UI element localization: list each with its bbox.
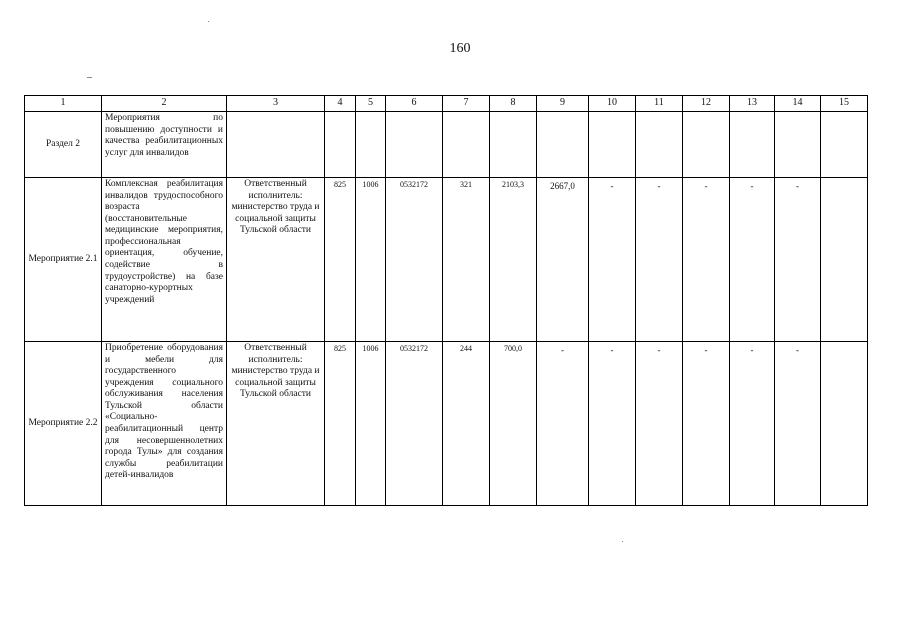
data-cell: 244 [443,342,490,506]
table-row [25,178,868,342]
column-header: 4 [325,96,356,112]
data-cell: - [683,342,730,506]
column-header: 12 [683,96,730,112]
data-cell: 0532172 [386,178,443,342]
scan-speck [208,21,209,22]
table-row [25,112,868,178]
data-cell: 825 [325,342,356,506]
program-table [24,95,868,506]
data-cell [589,112,636,178]
data-cell: 2667,0 [537,178,589,342]
table-row [25,342,868,506]
data-cell [443,112,490,178]
column-header: 15 [821,96,868,112]
data-cell: - [636,178,683,342]
data-cell: - [589,342,636,506]
row-description: Комплексная реабилитация инвалидов трудоспособного возраста (восстановительные медицинские мероприятия, профессиональная ориентация, обучение, содействие в трудоустройстве) на базе санаторно-курортных учреждений [102,178,227,342]
data-cell [490,112,537,178]
data-cell: - [636,342,683,506]
data-cell: - [730,342,775,506]
column-header: 1 [25,96,102,112]
data-cell: - [683,178,730,342]
row-executor: Ответственный исполнитель: министерство труда и социальной защиты Тульской области [227,342,325,506]
data-cell [537,112,589,178]
data-cell [683,112,730,178]
column-header: 7 [443,96,490,112]
column-header: 14 [775,96,821,112]
row-executor [227,112,325,178]
data-cell: - [537,342,589,506]
row-label: Мероприятие 2.1 [25,178,102,342]
data-cell: 700,0 [490,342,537,506]
data-cell: 2103,3 [490,178,537,342]
data-cell [730,112,775,178]
data-cell [636,112,683,178]
data-cell: - [775,178,821,342]
data-cell: 1006 [356,178,386,342]
data-cell [821,342,868,506]
column-header: 13 [730,96,775,112]
column-header: 2 [102,96,227,112]
column-header: 11 [636,96,683,112]
column-header: 6 [386,96,443,112]
row-executor: Ответственный исполнитель: министерство труда и социальной защиты Тульской области [227,178,325,342]
scan-speck [622,541,623,542]
data-cell: - [775,342,821,506]
column-header: 9 [537,96,589,112]
scan-speck [87,77,92,78]
data-cell [386,112,443,178]
page-number: 160 [449,41,471,56]
data-cell [356,112,386,178]
data-cell [821,112,868,178]
column-header: 5 [356,96,386,112]
data-cell [821,178,868,342]
data-cell: 321 [443,178,490,342]
column-header: 10 [589,96,636,112]
data-cell [325,112,356,178]
data-cell: 825 [325,178,356,342]
data-cell: - [589,178,636,342]
column-header: 3 [227,96,325,112]
data-cell: 1006 [356,342,386,506]
data-cell [775,112,821,178]
row-description: Мероприятия по повышению доступности и качества реабилитационных услуг для инвалидов [102,112,227,178]
header-row [25,96,868,112]
row-label: Раздел 2 [25,112,102,178]
row-description: Приобретение оборудования и мебели для государственного учреждения социального обслуживания населения Тульской области «Социально-реабилитационный центр для несовершеннолетних города Тулы» для создания службы реабилитации детей-инвалидов [102,342,227,506]
data-cell: - [730,178,775,342]
column-header: 8 [490,96,537,112]
data-cell: 0532172 [386,342,443,506]
row-label: Мероприятие 2.2 [25,342,102,506]
